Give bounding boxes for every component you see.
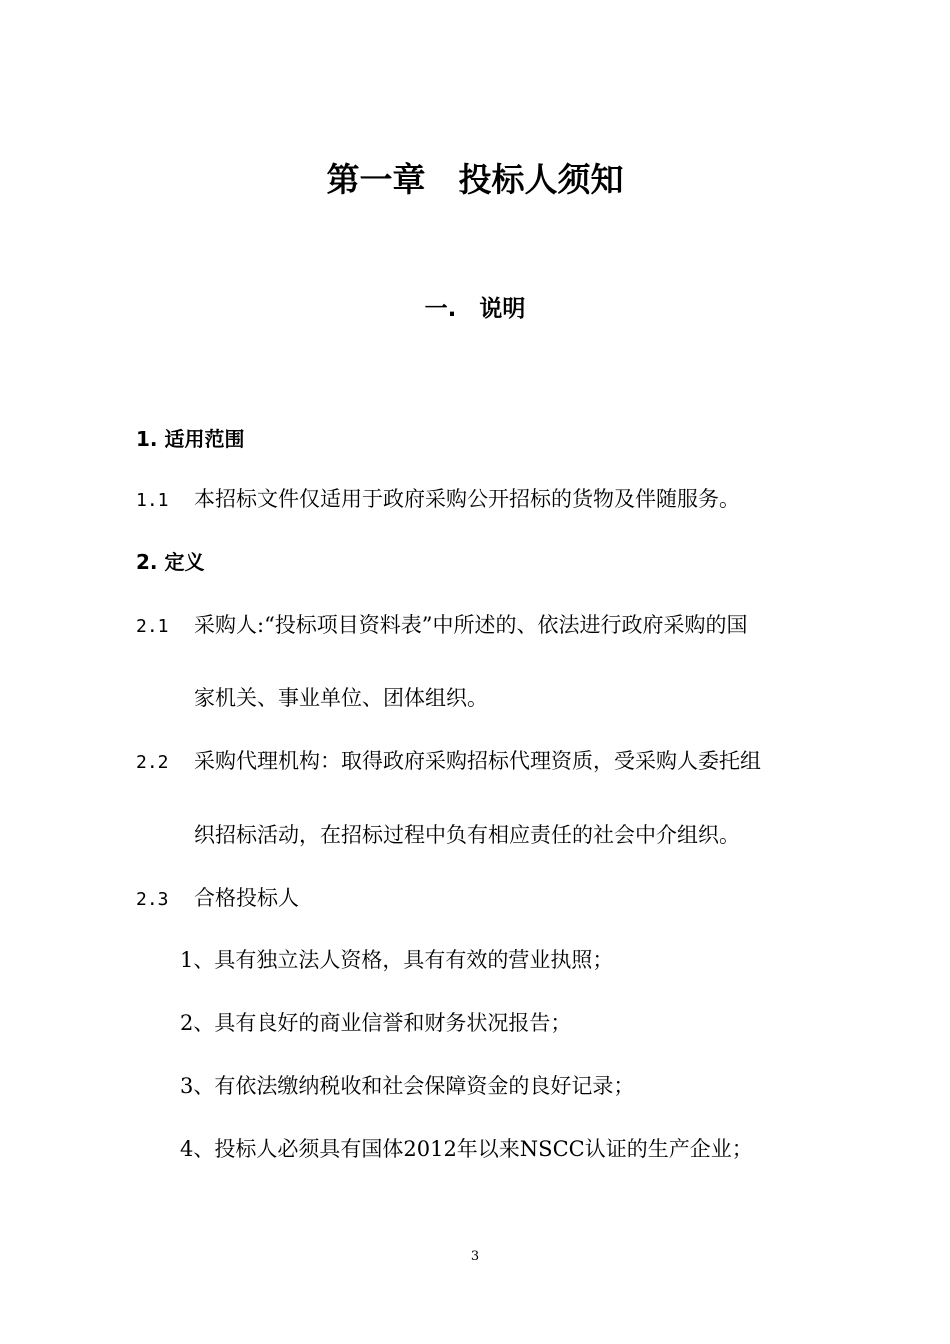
chapter-title: 第一章 投标人须知 bbox=[326, 160, 624, 199]
clause-2-2-continuation: 织招标活动，在招标过程中负有相应责任的社会中介组织。 bbox=[194, 823, 740, 847]
list-item: 3、有依法缴纳税收和社会保障资金的良好记录； bbox=[180, 1074, 635, 1098]
clause-text: 合格投标人 bbox=[194, 886, 299, 910]
clause-2-2 bbox=[136, 745, 761, 779]
clause-2-1-continuation: 家机关、事业单位、团体组织。 bbox=[194, 686, 488, 710]
clause-number: 2.1 bbox=[136, 616, 169, 637]
clause-number: 2.3 bbox=[136, 889, 169, 910]
clause-number: 1.1 bbox=[136, 490, 169, 511]
clause-text: 采购人:“投标项目资料表”中所述的、依法进行政府采购的国 bbox=[194, 613, 748, 637]
clause-number: 2.2 bbox=[136, 752, 169, 773]
heading-definitions: 2. 定义 bbox=[136, 550, 205, 574]
list-item: 2、具有良好的商业信誉和财务状况报告； bbox=[180, 1011, 572, 1035]
list-item: 1、具有独立法人资格，具有有效的营业执照； bbox=[180, 948, 614, 972]
heading-scope: 1. 适用范围 bbox=[136, 427, 245, 451]
list-item: 4、投标人必须具有国体2012年以来NSCC认证的生产企业； bbox=[180, 1137, 753, 1161]
clause-2-3 bbox=[136, 882, 299, 916]
clause-text: 采购代理机构：取得政府采购招标代理资质，受采购人委托组 bbox=[194, 749, 761, 773]
section-title: 一. 说明 bbox=[424, 296, 526, 322]
page-number: 3 bbox=[470, 1249, 480, 1264]
clause-text: 本招标文件仅适用于政府采购公开招标的货物及伴随服务。 bbox=[194, 487, 740, 511]
clause-2-1 bbox=[136, 609, 748, 643]
clause-1-1 bbox=[136, 483, 740, 517]
